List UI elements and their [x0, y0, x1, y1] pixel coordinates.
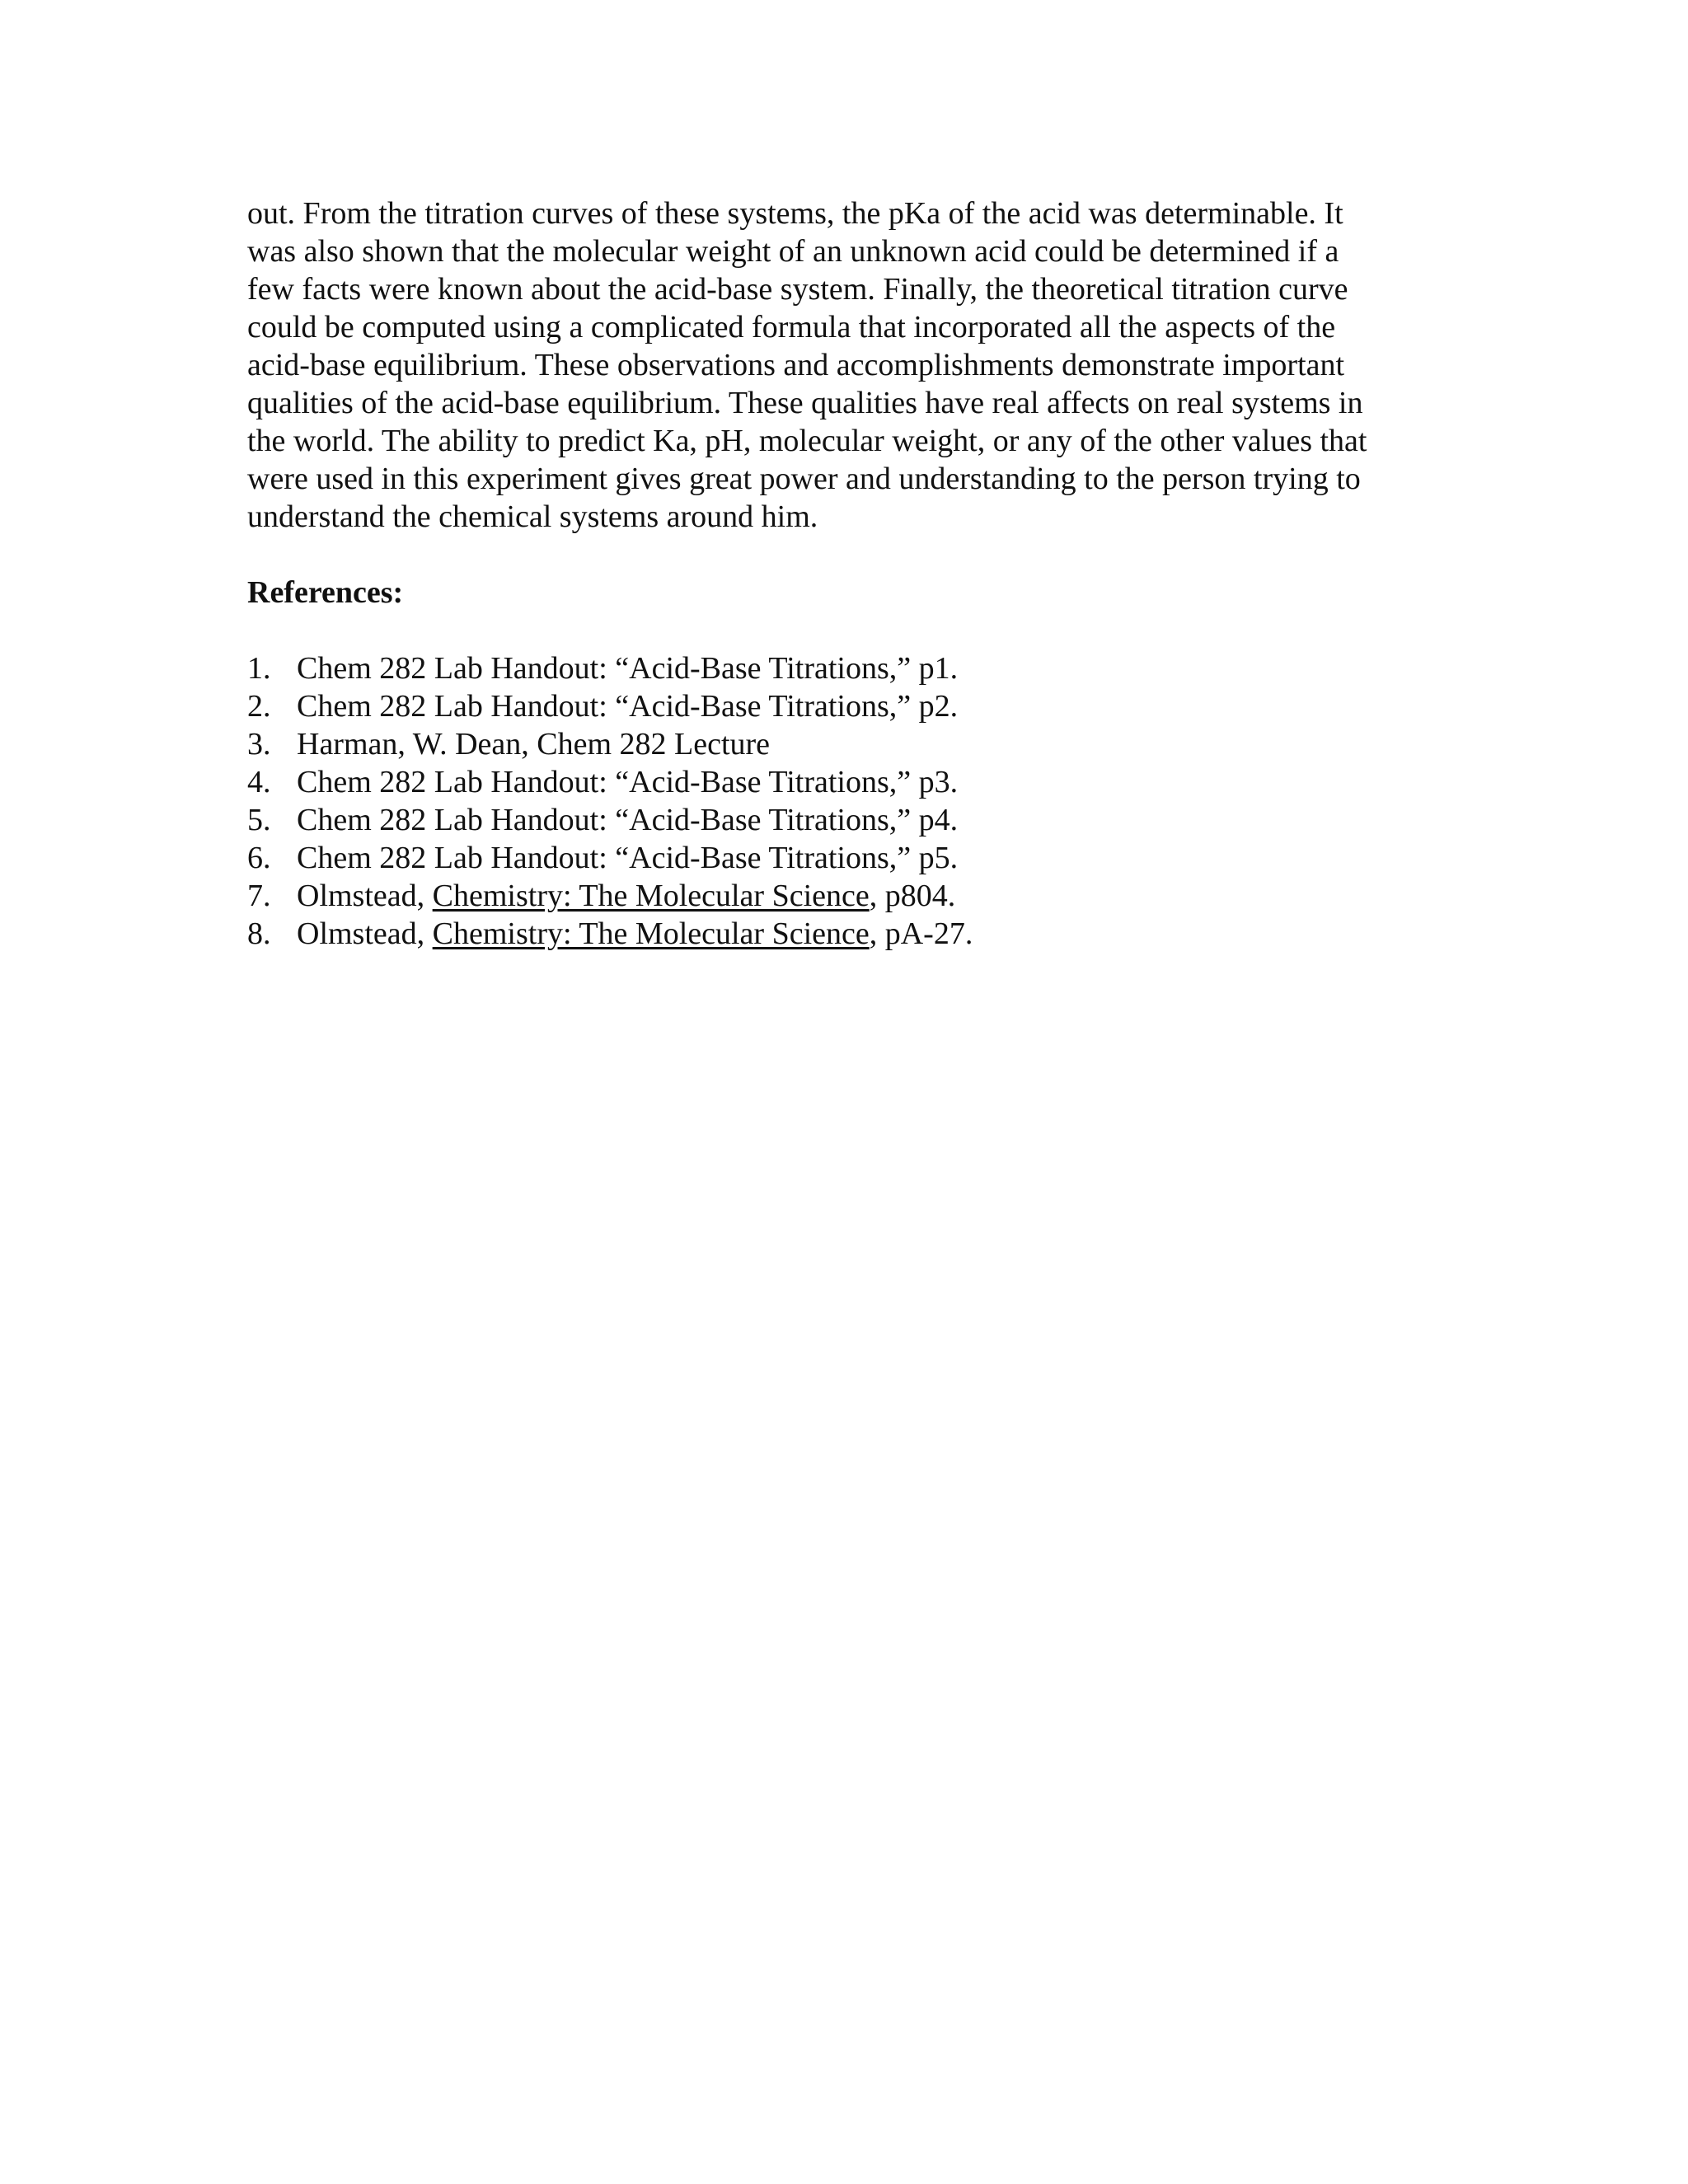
- reference-text-pre: Harman, W. Dean, Chem 282 Lecture: [297, 727, 771, 762]
- paragraph-line: was also shown that the molecular weight of an unknown acid could be determined if a: [247, 234, 1339, 269]
- reference-number: 4.: [247, 765, 271, 799]
- paragraph-line: understand the chemical systems around him.: [247, 499, 818, 534]
- reference-number: 6.: [247, 841, 271, 875]
- reference-text-pre: Chem 282 Lab Handout: “Acid-Base Titrations,” p1.: [297, 651, 959, 686]
- conclusion-paragraph: [247, 194, 1451, 536]
- reference-text-post: , p804.: [869, 879, 956, 913]
- references-list: [247, 649, 1451, 953]
- reference-text: [297, 763, 958, 801]
- reference-book-title: Chemistry: The Molecular Science: [432, 879, 870, 913]
- reference-text-post: , pA-27.: [869, 916, 973, 951]
- paragraph-line: the world. The ability to predict Ka, pH, molecular weight, or any of the other values that: [247, 424, 1367, 458]
- reference-text-pre: Olmstead,: [297, 879, 433, 913]
- paragraph-line: out. From the titration curves of these systems, the pKa of the acid was determinable. It: [247, 196, 1343, 231]
- reference-text: [297, 877, 955, 915]
- paragraph-line: qualities of the acid-base equilibrium. These qualities have real affects on real systems in: [247, 386, 1363, 420]
- reference-item: [247, 725, 1451, 763]
- references-heading: References:: [247, 575, 404, 610]
- reference-item: [247, 763, 1451, 801]
- paragraph-line: could be computed using a complicated formula that incorporated all the aspects of the: [247, 310, 1336, 344]
- paragraph-line: acid-base equilibrium. These observations and accomplishments demonstrate important: [247, 348, 1345, 382]
- reference-text-pre: Chem 282 Lab Handout: “Acid-Base Titrations,” p5.: [297, 841, 959, 875]
- reference-item: [247, 839, 1451, 877]
- reference-text: [297, 687, 958, 725]
- reference-text-pre: Olmstead,: [297, 916, 433, 951]
- reference-text: [297, 801, 958, 839]
- reference-text: [297, 915, 973, 953]
- reference-item: [247, 687, 1451, 725]
- reference-text: [297, 839, 958, 877]
- reference-item: [247, 649, 1451, 687]
- reference-number: 2.: [247, 689, 271, 724]
- reference-item: [247, 915, 1451, 953]
- reference-number: 1.: [247, 651, 271, 686]
- reference-item: [247, 801, 1451, 839]
- reference-book-title: Chemistry: The Molecular Science: [432, 916, 870, 951]
- reference-number: 5.: [247, 803, 271, 837]
- reference-number: 3.: [247, 727, 271, 762]
- reference-text-pre: Chem 282 Lab Handout: “Acid-Base Titrations,” p4.: [297, 803, 959, 837]
- reference-text-pre: Chem 282 Lab Handout: “Acid-Base Titrations,” p2.: [297, 689, 959, 724]
- reference-item: [247, 877, 1451, 915]
- paragraph-line: were used in this experiment gives great power and understanding to the person trying to: [247, 462, 1361, 496]
- reference-text: [297, 725, 770, 763]
- page-content: [247, 194, 1451, 953]
- reference-number: 8.: [247, 916, 271, 951]
- paragraph-line: few facts were known about the acid-base system. Finally, the theoretical titration curve: [247, 272, 1348, 307]
- reference-number: 7.: [247, 879, 271, 913]
- reference-text-pre: Chem 282 Lab Handout: “Acid-Base Titrations,” p3.: [297, 765, 959, 799]
- reference-text: [297, 649, 958, 687]
